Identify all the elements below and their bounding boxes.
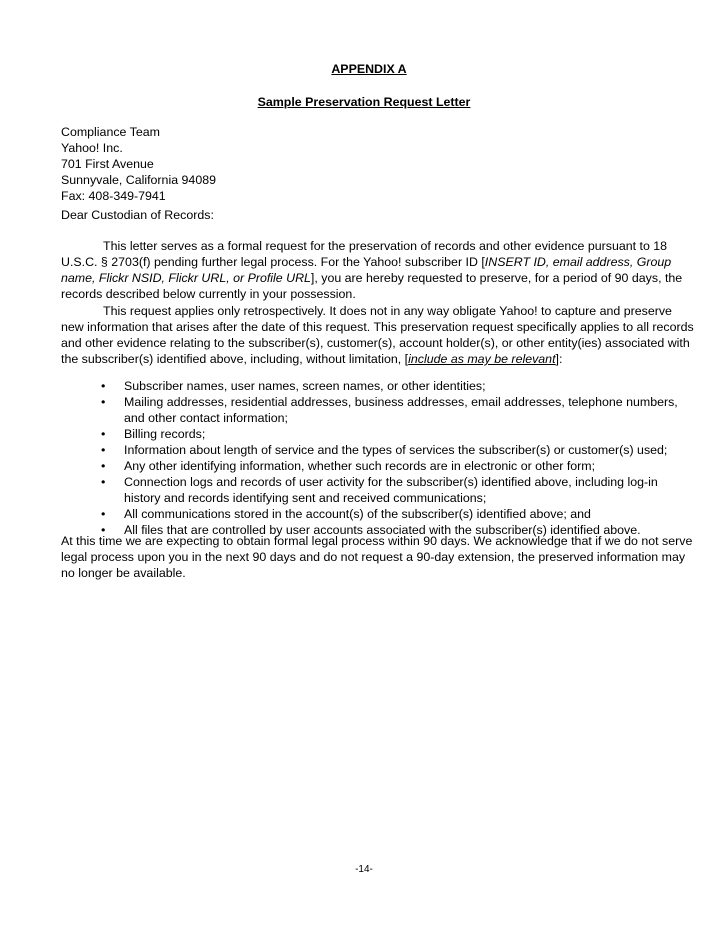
list-item-text: All files that are controlled by user accounts associated with the subscriber(s) identified above. — [124, 523, 641, 537]
list-item-text: Any other identifying information, whether such records are in electronic or other form; — [124, 459, 596, 473]
paragraph-line — [61, 270, 683, 286]
bullet-icon: • — [101, 379, 106, 393]
text-run: U.S.C. § 2703(f) pending further legal process. For the Yahoo! subscriber ID [ — [61, 255, 485, 269]
list-item — [61, 378, 671, 394]
paragraph-1 — [61, 238, 683, 302]
list-item-text: Connection logs and records of user activity for the subscriber(s) identified above, including log-in — [124, 475, 658, 489]
bullet-icon: • — [101, 459, 106, 473]
paragraph-2 — [61, 303, 694, 367]
paragraph-line: legal process upon you in the next 90 days and do not request a 90-day extension, the preserved information may — [61, 550, 686, 564]
text-run: ], you are hereby requested to preserve, for a period of 90 days, the — [310, 271, 683, 285]
list-item — [61, 458, 671, 474]
paragraph-line: new information that arises after the date of this request. This preservation request specifically applies to all records — [61, 320, 694, 334]
text-run: the subscriber(s) identified above, including, without limitation, [ — [61, 352, 409, 366]
bullet-icon: • — [101, 395, 106, 409]
list-item-text: Information about length of service and the types of services the subscriber(s) or customer(s) used; — [124, 443, 668, 457]
closing-paragraph — [61, 533, 693, 581]
list-item — [61, 474, 671, 506]
paragraph-line: At this time we are expecting to obtain formal legal process within 90 days. We acknowledge that if we do not serve — [61, 534, 693, 548]
paragraph-line: records described below currently in your possession. — [61, 287, 356, 301]
paragraph-line — [61, 351, 671, 367]
salutation: Dear Custodian of Records: — [61, 208, 214, 222]
placeholder-text: name, Flickr NSID, Flickr URL, or Profile URL — [61, 271, 311, 285]
list-item — [61, 506, 671, 522]
bullet-list — [61, 378, 678, 538]
recipient-address — [61, 124, 671, 204]
bullet-icon: • — [101, 475, 106, 489]
list-item-text: and other contact information; — [124, 411, 288, 425]
placeholder-text: include as may be relevant — [408, 352, 556, 366]
list-item — [61, 442, 671, 458]
address-line: Sunnyvale, California 94089 — [61, 173, 216, 187]
bullet-icon: • — [101, 523, 106, 537]
list-item — [61, 426, 671, 442]
address-line: Compliance Team — [61, 125, 160, 139]
bullet-icon: • — [101, 507, 106, 521]
bullet-icon: • — [101, 443, 106, 457]
list-item-text: Billing records; — [124, 427, 206, 441]
list-item-text: history and records identifying sent and received communications; — [124, 491, 487, 505]
paragraph-line: This letter serves as a formal request for the preservation of records and other evidence pursuant to 18 — [103, 239, 668, 253]
list-item-text: All communications stored in the account(s) of the subscriber(s) identified above; and — [124, 507, 591, 521]
list-item-text: Subscriber names, user names, screen names, or other identities; — [124, 379, 486, 393]
letter-title: Sample Preservation Request Letter — [257, 95, 471, 109]
list-item — [61, 394, 678, 426]
appendix-heading: APPENDIX A — [331, 62, 407, 76]
address-line: 701 First Avenue — [61, 157, 154, 171]
address-line: Fax: 408-349-7941 — [61, 189, 166, 203]
paragraph-line: no longer be available. — [61, 566, 186, 580]
bullet-icon: • — [101, 427, 106, 441]
paragraph-line — [61, 254, 671, 270]
list-item-text: Mailing addresses, residential addresses, business addresses, email addresses, telephone numbers, — [124, 395, 678, 409]
text-run: ]: — [555, 352, 563, 366]
page-number: -14- — [355, 864, 373, 875]
paragraph-line: and other evidence relating to the subscriber(s), customer(s), account holder(s), or other entity(ies) associated with — [61, 336, 690, 350]
placeholder-text: INSERT ID, email address, Group — [484, 255, 672, 269]
address-line: Yahoo! Inc. — [61, 141, 123, 155]
paragraph-line: This request applies only retrospectively. It does not in any way obligate Yahoo! to capture and preserve — [103, 304, 672, 318]
